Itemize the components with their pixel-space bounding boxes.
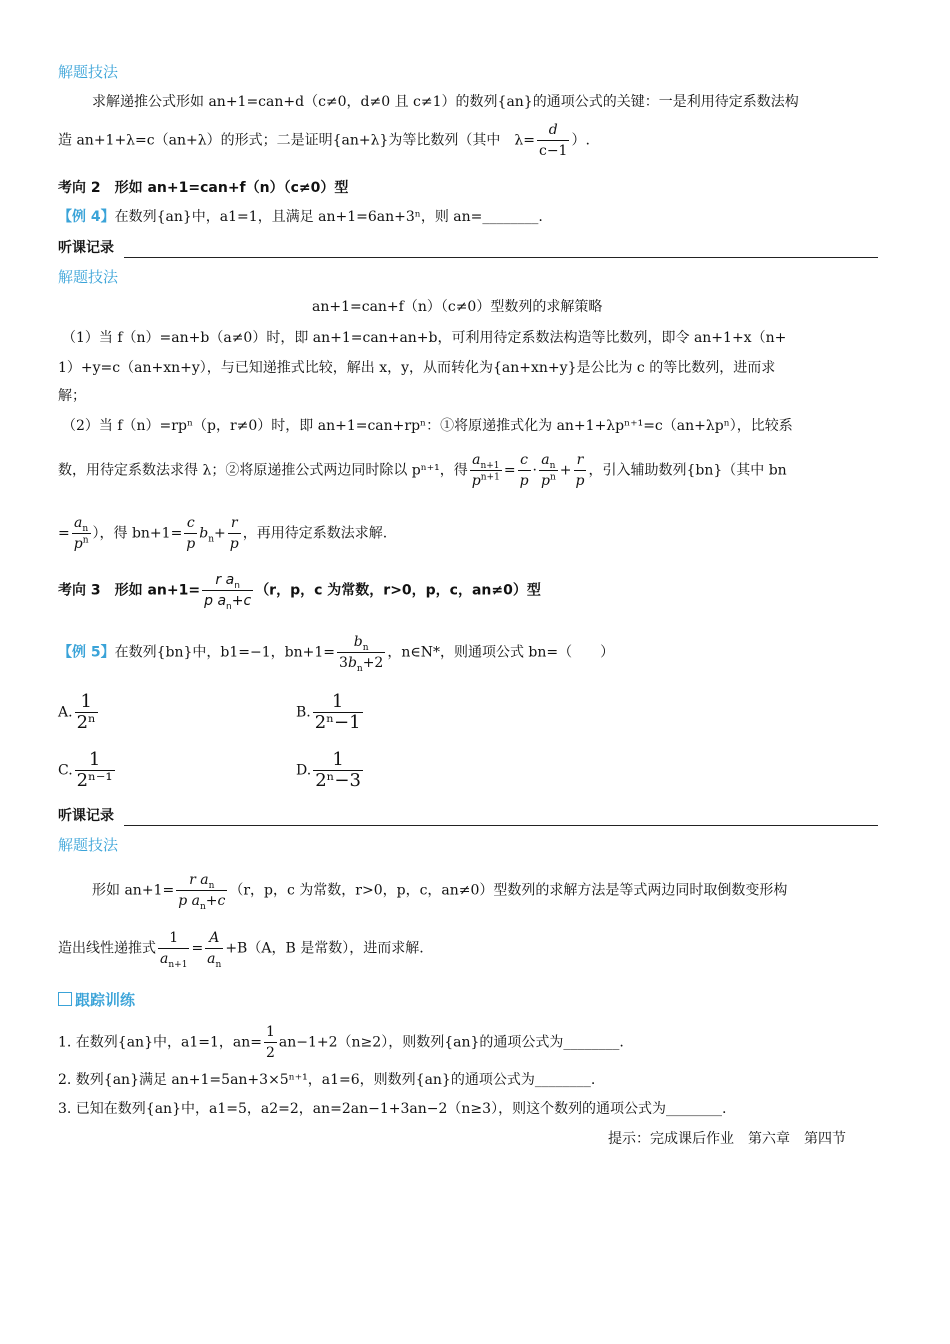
practice-question-2: 2. 数列{an}满足 an+1=5an+3×5ⁿ⁺¹，a1=6，则数列{an}的通项公式为________. [58, 1072, 596, 1088]
option-a[interactable]: A. $\frac{1}{\text{2ⁿ}}$ [58, 691, 96, 733]
case-1-line-2: 1）+y=c（an+xn+y），与已知递推式比较，解出 x，y，从而转化为{an+xn+y}是公比为 c 的等比数列，进而求 [58, 360, 776, 376]
tip-line-2: 造 an+1+λ=c（an+λ）的形式；二是证明{an+λ}为等比数列（其中 λ= $\frac{d}{c-1}$ ）. [58, 122, 590, 159]
case-1-line-3: 解； [58, 388, 86, 404]
tip-label: 解题技法 [58, 63, 119, 81]
case-2-line-1: （2）当 f（n）=rpⁿ（p，r≠0）时，即 an+1=can+rpⁿ：①将原递推式化为 an+1+λpⁿ⁺¹=c（an+λpⁿ），比较系 [62, 418, 793, 434]
tip-label: 解题技法 [58, 268, 119, 286]
record-line [124, 257, 878, 258]
checkbox-icon [58, 992, 72, 1006]
option-b[interactable]: B. $\frac{1}{\text{2ⁿ−1}}$ [296, 691, 361, 733]
case-1-line-1: （1）当 f（n）=an+b（a≠0）时，即 an+1=can+an+b，可利用待定系数法构造等比数列，即令 an+1+x（n+ [62, 330, 787, 346]
tip-line-2: 造出线性递推式 $\frac{1}{a_{n+1}}$ = $\frac{A}{a_n}$ +B（A，B 是常数），进而求解. [58, 930, 424, 970]
practice-question-3: 3. 已知在数列{an}中，a1=5，a2=2，an=2an−1+3an−2（n≥3），则这个数列的通项公式为________. [58, 1101, 727, 1117]
example-5: 【例 5】在数列{bn}中，b1=−1，bn+1= $\frac{b_n}{3b_n+2}$ ，n∈N*，则通项公式 bn=（ ） [58, 634, 615, 674]
record-line [124, 825, 878, 826]
option-d[interactable]: D. $\frac{1}{\text{2ⁿ−3}}$ [296, 749, 361, 791]
tip-line-1: 形如 an+1= $\frac{r a_n}{p a_n+c}$ （r，p，c 为常数，r>0，p，c，an≠0）型数列的求解方法是等式两边同时取倒数变形构 [92, 872, 788, 912]
section-heading-2: 考向 2 形如 an+1=can+f（n）（c≠0）型 [58, 180, 349, 196]
case-2-line-2: 数，用待定系数法求得 λ；②将原递推公式两边同时除以 pⁿ⁺¹，得 $\frac{a_{n+1}}{p^{n+1}}$ = $\frac{c}{p}$ · $\frac{a_n}{p^n}$ + $\frac{r}{p}$ ，引入辅助数列{bn}（其中 bn [58, 452, 787, 489]
tip-line-1: 求解递推公式形如 an+1=can+d（c≠0，d≠0 且 c≠1）的数列{an}的通项公式的关键：一是利用待定系数法构 [92, 94, 799, 110]
tip-label: 解题技法 [58, 836, 119, 854]
practice-question-1: 1. 在数列{an}中，a1=1，an= $\frac{1}{2}$ an−1+2（n≥2），则数列{an}的通项公式为________. [58, 1024, 624, 1061]
example-4: 【例 4】在数列{an}中，a1=1，且满足 an+1=6an+3ⁿ，则 an=________. [58, 209, 543, 225]
record-label: 听课记录 [58, 808, 114, 824]
practice-heading: 跟踪训练 [58, 990, 135, 1010]
record-label: 听课记录 [58, 240, 114, 256]
section-heading-3: 考向 3 形如 an+1= $\frac{r a_n}{p a_n+c}$ （r，p，c 为常数，r>0，p，c，an≠0）型 [58, 572, 541, 612]
case-2-line-3: = $\frac{a_n}{p^n}$ ），得 bn+1= $\frac{c}{p}$ $b_n+$ $\frac{r}{p}$ ，再用待定系数法求解. [58, 515, 388, 552]
option-c[interactable]: C. $\frac{1}{\text{2ⁿ⁻¹}}$ [58, 749, 113, 791]
footer-hint: 提示：完成课后作业 第六章 第四节 [608, 1131, 846, 1147]
strategy-title: an+1=can+f（n）（c≠0）型数列的求解策略 [312, 299, 603, 315]
